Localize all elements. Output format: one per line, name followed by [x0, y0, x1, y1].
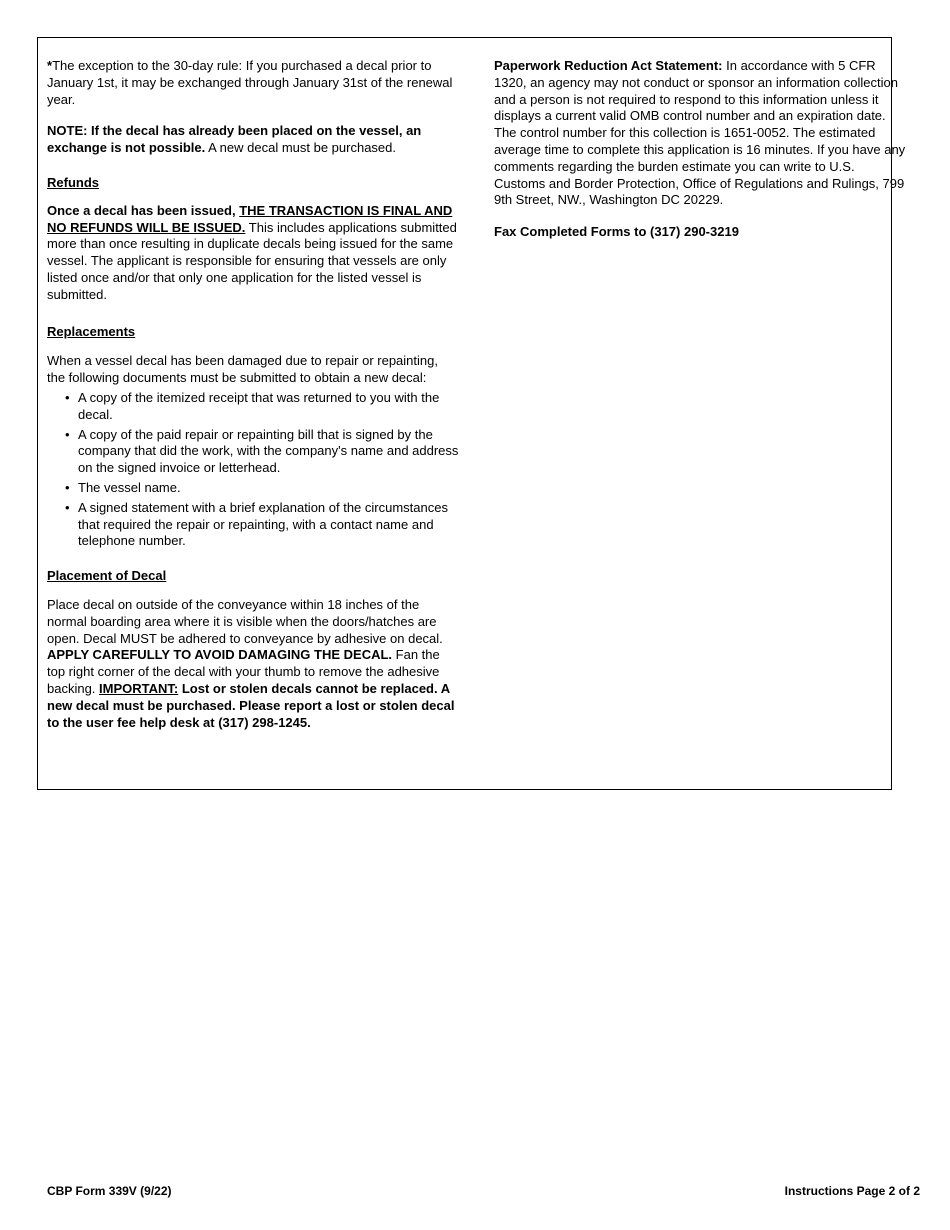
exception-text: The exception to the 30-day rule: If you purchased a decal prior to January 1st, it may be exchanged through January 31st of the renewal year.	[47, 58, 453, 107]
list-item	[47, 480, 459, 497]
refunds-bold-underlined: THE TRANSACTION IS FINAL AND NO REFUNDS WILL BE ISSUED.	[47, 202, 453, 235]
instructions-box	[37, 37, 906, 790]
refunds-bold-lead: Once a decal has been issued,	[47, 202, 240, 218]
bullet: •	[65, 426, 70, 442]
pra-paragraph	[494, 58, 906, 209]
refunds-paragraph	[47, 203, 459, 304]
bullet: •	[65, 499, 70, 515]
bullet: •	[65, 479, 70, 495]
list-item-text: The vessel name.	[78, 479, 181, 495]
page-number: Instructions Page 2 of 2	[784, 1184, 920, 1198]
bullet: •	[65, 389, 70, 405]
placement-paragraph	[47, 597, 459, 731]
form-id: CBP Form 339V (9/22)	[47, 1184, 172, 1198]
list-item-text: A copy of the itemized receipt that was returned to you with the decal.	[78, 389, 440, 422]
list-item	[47, 427, 459, 477]
placement-bold-1: APPLY CAREFULLY TO AVOID DAMAGING THE DECAL.	[47, 647, 393, 663]
note-bold: NOTE: If the decal has already been placed on the vessel, an exchange is not possible.	[47, 123, 422, 156]
placement-text-2: Fan the top right corner of the decal with your thumb to remove the adhesive backing.	[47, 647, 440, 696]
refunds-text: This includes applications submitted more than once resulting in duplicate decals being issued for the same vessel. The applicant is responsible for ensuring that vessels are only listed once and/or that only one application for the listed vessel is submitted.	[47, 219, 457, 302]
placement-bold-2: Lost or stolen decals cannot be replaced. A new decal must be purchased. Please report a lost or stolen decal to the user fee help desk at (317) 298-1245.	[47, 680, 455, 730]
asterisk: *	[47, 58, 53, 73]
list-item	[47, 500, 459, 550]
list-item-text: A signed statement with a brief explanation of the circumstances that required the repair or repainting, with a contact name and telephone number.	[78, 499, 448, 549]
note-text: A new decal must be purchased.	[205, 140, 397, 156]
replacements-heading: Replacements	[47, 323, 136, 339]
list-item	[47, 390, 459, 424]
placement-text-1: Place decal on outside of the conveyance within 18 inches of the normal boarding area where it is visible when the doors/hatches are open. Decal MUST be adhered to conveyance by adhesive on decal.	[47, 596, 443, 646]
pra-heading: Paperwork Reduction Act Statement:	[494, 58, 723, 73]
fax-line: Fax Completed Forms to (317) 290-3219	[494, 224, 739, 240]
note-paragraph	[47, 123, 459, 157]
replacements-intro: When a vessel decal has been damaged due to repair or repainting, the following documents must be submitted to obtain a new decal:	[47, 353, 438, 386]
pra-text: In accordance with 5 CFR 1320, an agency may not conduct or sponsor an information collection and a person is not required to respond to this information unless it displays a current valid OMB control number and an expiration date. The control number for this collection is 1651-0052. The estimated average time to complete this application is 16 minutes. If you have any comments regarding the burden estimate you can write to U.S. Customs and Border Protection, Office of Regulations and Rulings, 799 9th Street, NW., Washington DC 20229.	[494, 58, 906, 208]
placement-heading: Placement of Decal	[47, 568, 167, 584]
exception-paragraph	[47, 58, 459, 108]
right-column	[494, 58, 906, 241]
list-item-text: A copy of the paid repair or repainting bill that is signed by the company that did the work, with the company's name and address on the signed invoice or letterhead.	[78, 426, 459, 476]
important-label: IMPORTANT:	[99, 680, 179, 696]
left-column	[47, 58, 459, 731]
refunds-heading: Refunds	[47, 174, 99, 190]
replacements-list	[47, 390, 459, 550]
